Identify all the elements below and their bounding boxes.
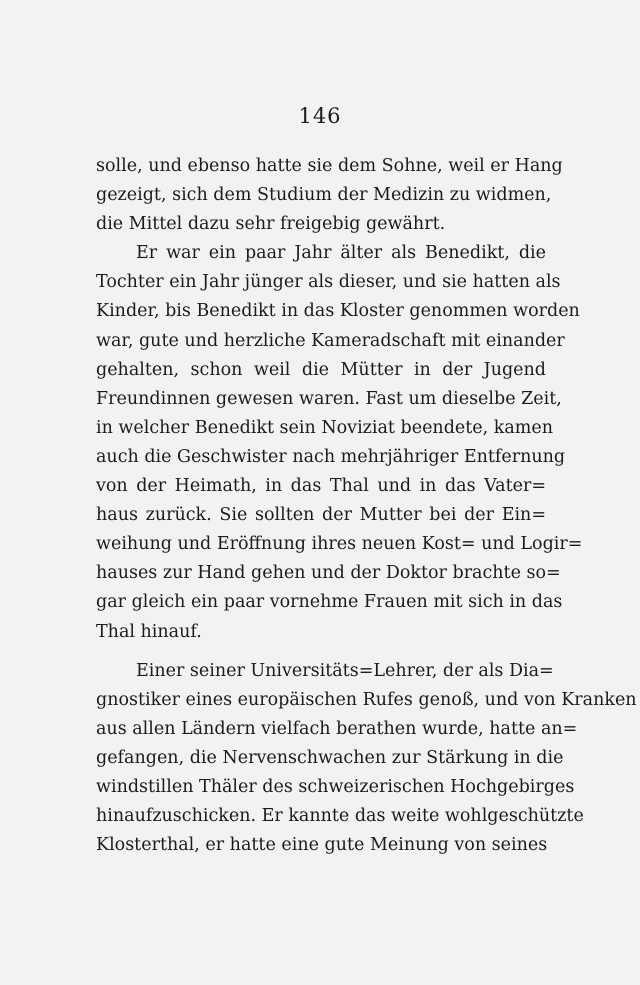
text-line: solle, und ebenso hatte sie dem Sohne, weil er Hang [96, 156, 563, 176]
text-line: hinaufzuschicken. Er kannte das weite wohlgeschützte [96, 806, 584, 827]
text-line: Er war ein paar Jahr älter als Benedikt, die [136, 243, 546, 264]
text-line: Thal hinauf. [96, 621, 202, 642]
text-line: Einer seiner Universitäts=Lehrer, der als Dia= [136, 660, 554, 681]
paragraph-gap [96, 647, 546, 657]
text-line: haus zurück. Sie sollten der Mutter bei der Ein= [96, 505, 546, 526]
text-line: gehalten, schon weil die Mütter in der Jugend [96, 359, 546, 380]
text-line: hauses zur Hand gehen und der Doktor brachte so= [96, 563, 561, 584]
text-line: gnostiker eines europäischen Rufes genoß, und von Kranken [96, 689, 637, 710]
text-line: auch die Geschwister nach mehrjähriger Entfernung [96, 446, 566, 467]
text-line: gezeigt, sich dem Studium der Medizin zu widmen, [96, 185, 552, 206]
body-text [96, 152, 637, 860]
text-line: weihung und Eröffnung ihres neuen Kost= und Logir= [96, 534, 583, 555]
page-number: 146 [298, 104, 342, 128]
text-line: Tochter ein Jahr jünger als dieser, und sie hatten als [96, 272, 561, 293]
text-line: war, gute und herzliche Kameradschaft mit einander [96, 330, 565, 351]
text-line: Klosterthal, er hatte eine gute Meinung von seines [96, 835, 548, 856]
text-line: die Mittel dazu sehr freigebig gewährt. [96, 214, 446, 235]
text-line: gefangen, die Nervenschwachen zur Stärkung in die [96, 747, 564, 768]
text-line: von der Heimath, in das Thal und in das Vater= [96, 476, 546, 497]
text-line: gar gleich ein paar vornehme Frauen mit sich in das [96, 592, 563, 613]
text-line: aus allen Ländern vielfach berathen wurde, hatte an= [96, 718, 578, 739]
text-line: Kinder, bis Benedikt in das Kloster genommen worden [96, 301, 580, 322]
text-line: in welcher Benedikt sein Noviziat beendete, kamen [96, 417, 554, 438]
text-line: windstillen Thäler des schweizerischen Hochgebirges [96, 776, 575, 797]
text-line: Freundinnen gewesen waren. Fast um dieselbe Zeit, [96, 388, 562, 409]
